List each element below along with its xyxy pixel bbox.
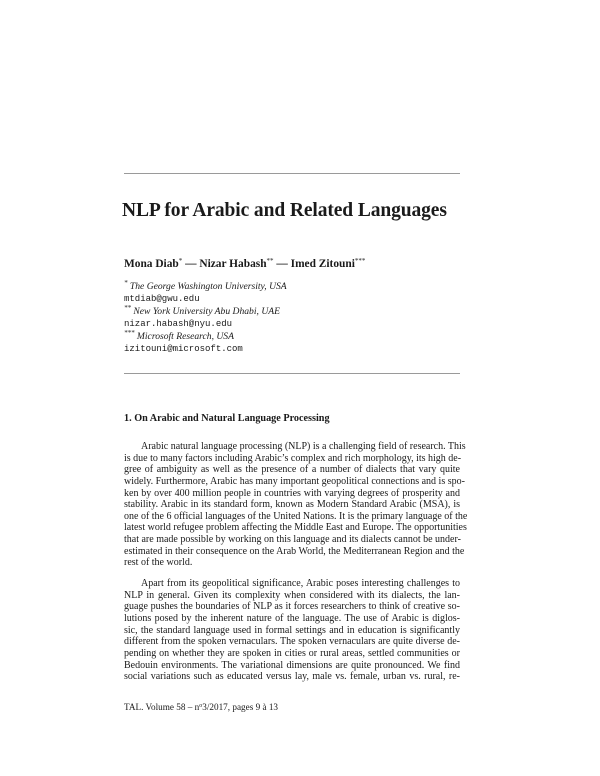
author-mark: * (178, 257, 183, 265)
text-line: pending on whether they are spoken in cities or rural areas, settled communities or (124, 647, 460, 659)
text-line: sic, the standard language used in formal settings and in education is significantly (124, 624, 460, 636)
text-line: that are made possible by working on this language and its dialects cannot be under- (124, 534, 461, 546)
affiliations (124, 281, 464, 355)
paper-title: NLP for Arabic and Related Languages (122, 200, 447, 221)
text-line: guage pushes the boundaries of NLP as it forces researchers to think of creative so- (124, 601, 460, 613)
text-line: lutions posed by the inherent nature of the language. The use of Arabic is diglos- (124, 612, 460, 624)
text-line: different from the spoken vernaculars. The spoken vernaculars are quite diverse de- (124, 636, 460, 648)
section-rule (124, 373, 460, 374)
text-line: latest world refugee problem affecting the Middle East and Europe. The opportunities (124, 522, 467, 534)
author-name: Imed Zitouni (290, 258, 355, 270)
author-separator: — (273, 258, 291, 270)
affiliation-mark: ** (124, 303, 131, 312)
top-rule (124, 173, 460, 174)
body-text (124, 441, 468, 683)
author-email[interactable]: nizar.habash@nyu.edu (124, 319, 233, 330)
affiliation (124, 281, 464, 293)
author-email[interactable]: izitouni@microsoft.com (124, 344, 243, 355)
footer-prefix: TAL. Volume 58 – n (124, 702, 200, 712)
text-line: widely. Furthermore, Arabic has many important geopolitical connections and is spo- (124, 475, 465, 487)
text-line: rest of the world. (124, 557, 193, 569)
author-separator: — (182, 258, 200, 270)
footer-sup: o (199, 703, 203, 709)
author-line (124, 258, 365, 270)
text-line: ken by over 400 million people in countries with varying degrees of prosperity and (124, 487, 460, 499)
text-line: NLP in general. Given its complexity when considered with its dialects, the lan- (124, 589, 460, 601)
footer-suffix: 3/2017, pages 9 à 13 (202, 702, 279, 712)
affiliation-text: The George Washington University, USA (127, 281, 287, 292)
text-line: Arabic natural language processing (NLP) is a challenging field of research. This (141, 441, 466, 452)
section-heading: 1. On Arabic and Natural Language Processing (124, 413, 330, 424)
affiliation-mark: *** (124, 328, 135, 337)
author-email[interactable]: mtdiab@gwu.edu (124, 294, 200, 305)
text-line: Bedouin environments. The variational dimensions are quite pronounced. We find (124, 659, 460, 671)
affiliation-mark: * (124, 279, 128, 287)
paragraph-gap (124, 569, 460, 578)
author-mark: *** (354, 257, 366, 265)
text-line: social variations such as educated versus lay, male vs. female, urban vs. rural, re- (124, 671, 460, 683)
affiliation (124, 303, 464, 318)
author-mark: ** (266, 257, 274, 265)
text-line: Apart from its geopolitical significance, Arabic poses interesting challenges to (141, 578, 460, 590)
text-line: gree of ambiguity as well as the presence of a number of dialects that vary quite (124, 464, 460, 476)
text-line: is due to many factors including Arabic’s complex and rich morphology, its high de- (124, 452, 462, 464)
journal-footer (124, 702, 278, 712)
text-line: one of the 6 official languages of the United Nations. It is the primary language of the (124, 510, 468, 522)
affiliation-text: New York University Abu Dhabi, UAE (131, 305, 280, 317)
text-line: stability. Arabic in its standard form, known as Modern Standard Arabic (MSA), is (124, 499, 460, 511)
author-name: Nizar Habash (199, 258, 267, 270)
affiliation (124, 328, 464, 343)
text-line: estimated in their consequence on the Arab World, the Mediterranean Region and the (124, 545, 465, 557)
author-name: Mona Diab (124, 258, 179, 270)
affiliation-text: Microsoft Research, USA (134, 330, 234, 342)
